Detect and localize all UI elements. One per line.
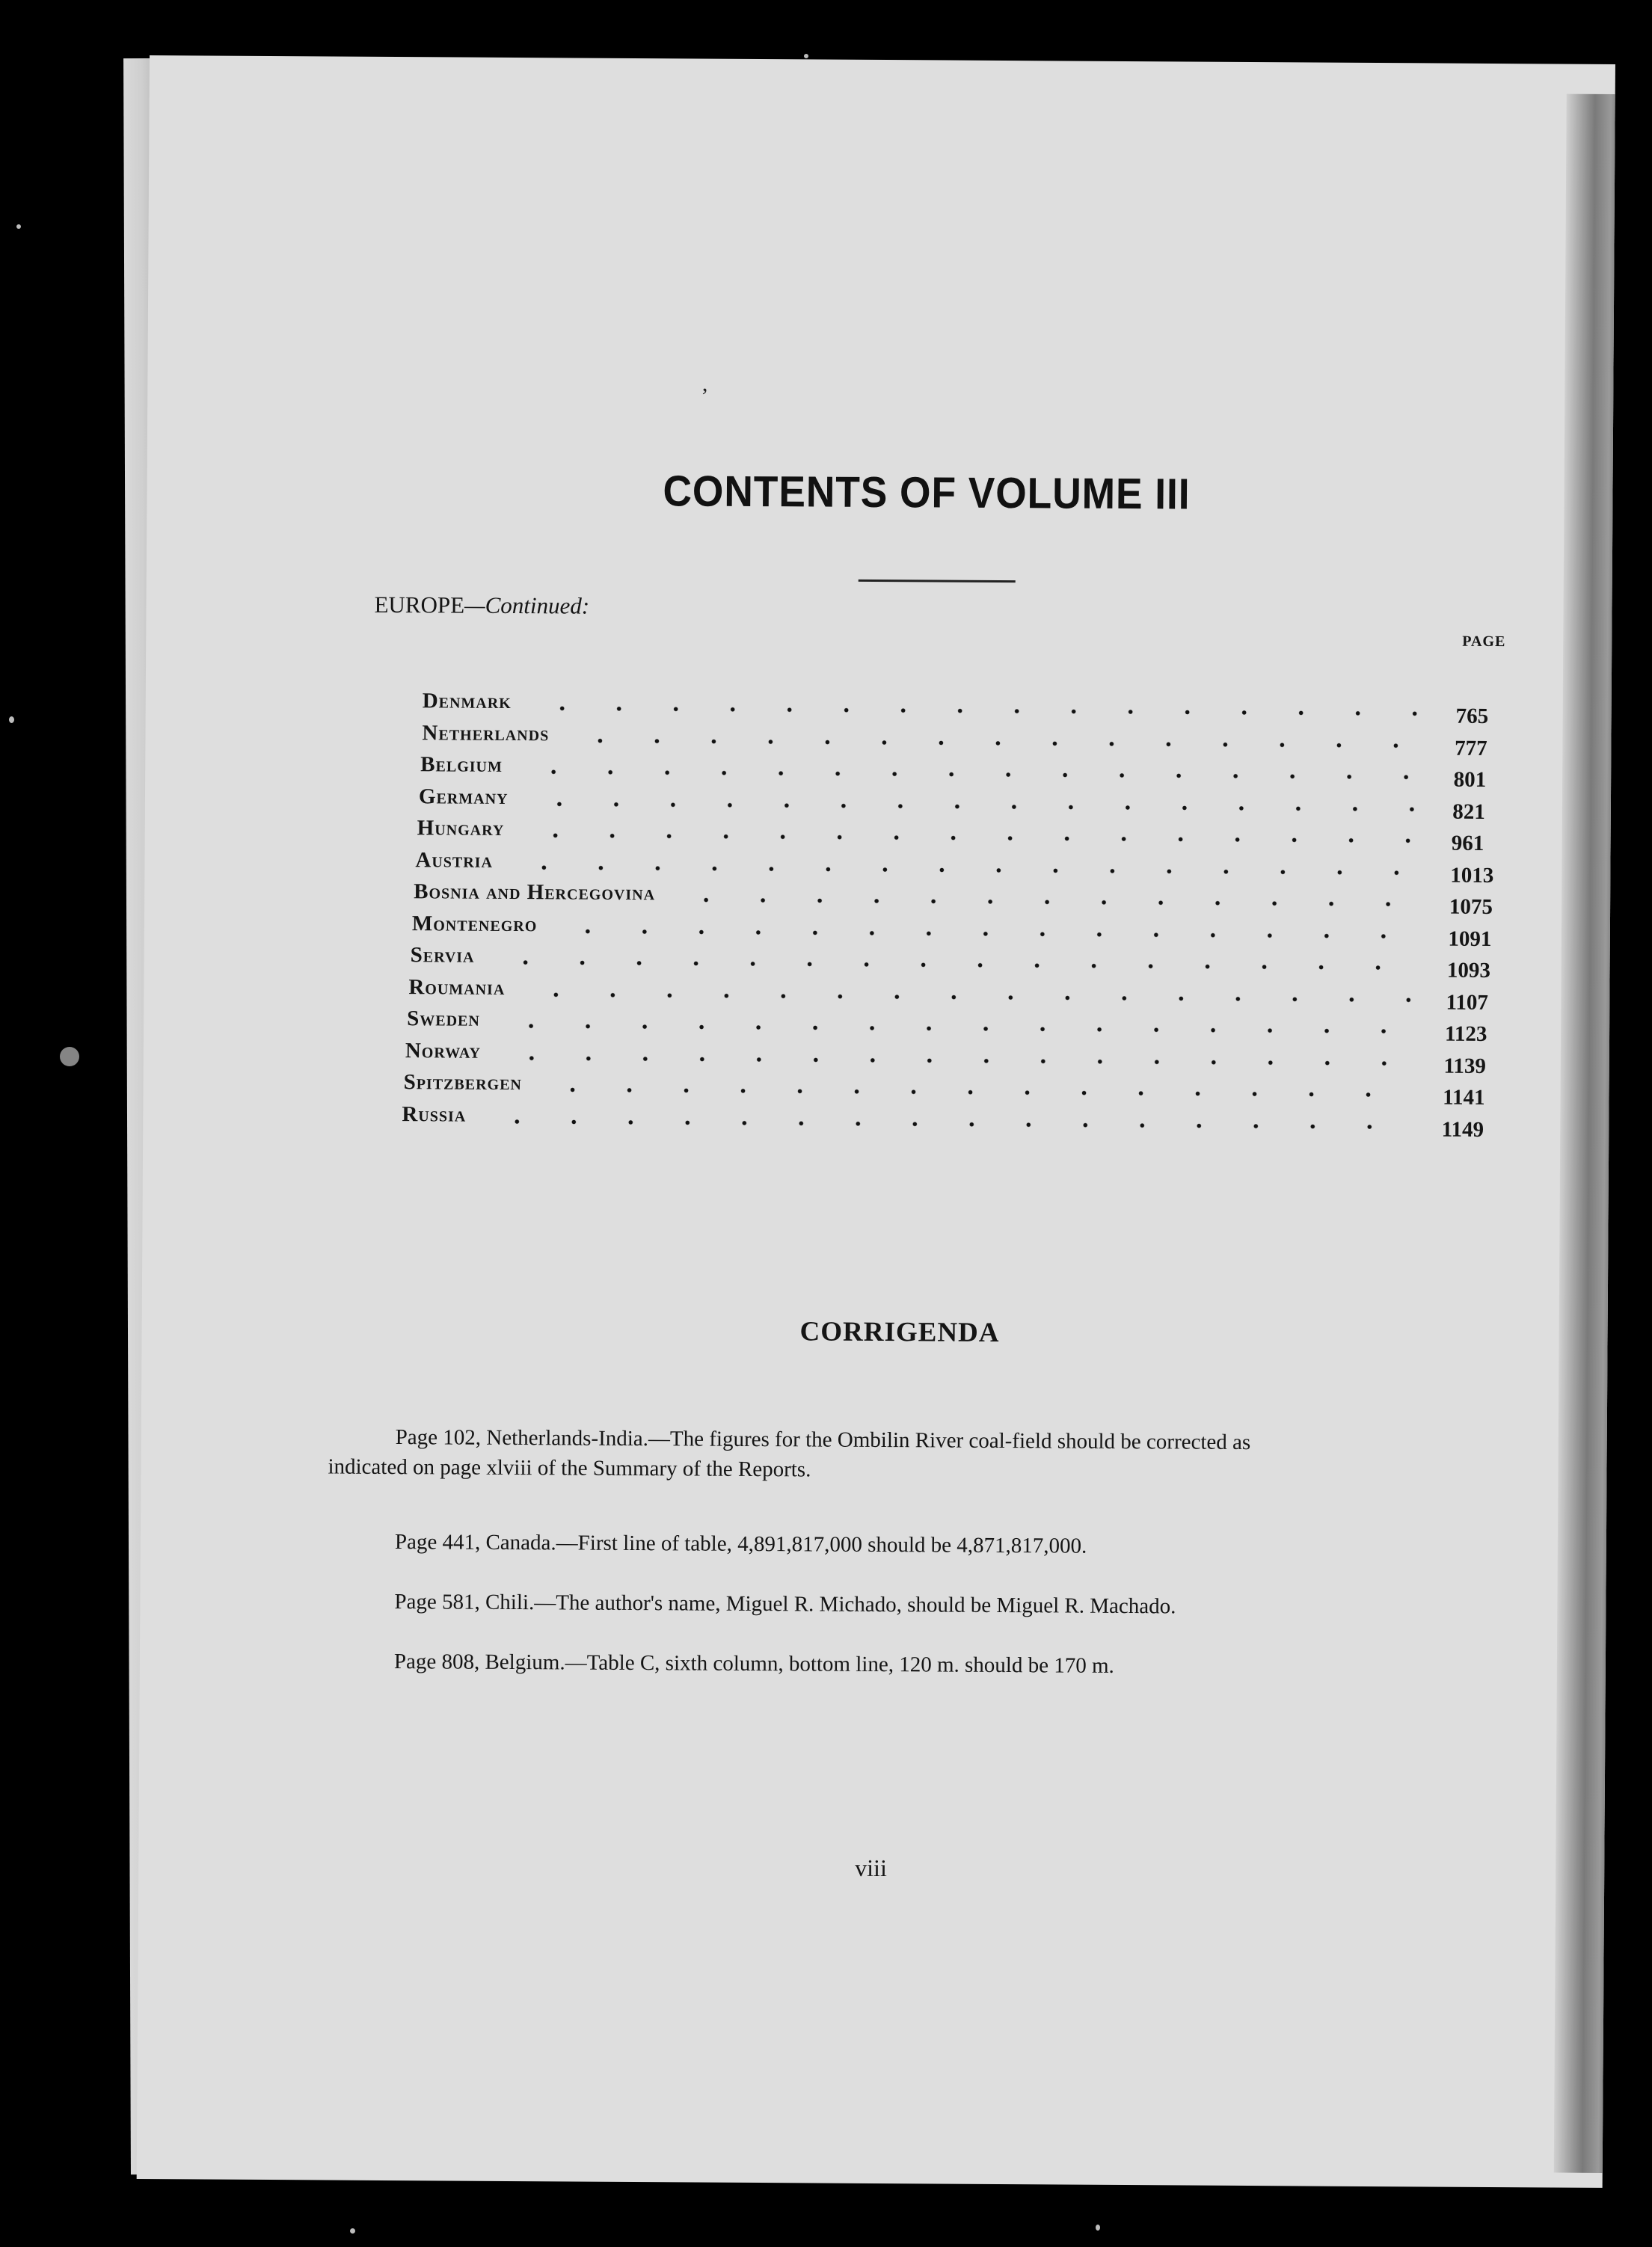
dot-leader	[559, 928, 1426, 939]
section-suffix: —Continued:	[464, 591, 590, 619]
dot-leader	[527, 992, 1423, 1003]
toc-entry-name: Sweden	[407, 1006, 480, 1031]
toc-entry-name: Netherlands	[422, 720, 550, 746]
toc-entry-name: Russia	[402, 1101, 467, 1127]
toc-entry-page: 961	[1451, 831, 1484, 855]
page-column-heading: PAGE	[1462, 633, 1506, 651]
dot-leader	[544, 1086, 1421, 1098]
corrigenda-title: CORRIGENDA	[799, 1316, 1000, 1348]
dot-leader	[525, 769, 1431, 780]
toc-entry-name: Austria	[415, 847, 494, 873]
dot-leader	[678, 897, 1427, 907]
page-number: viii	[855, 1854, 888, 1882]
title-rule	[859, 580, 1016, 583]
toc-entry-page: 777	[1455, 736, 1487, 760]
toc-entry-page: 1139	[1443, 1054, 1487, 1078]
toc-entry-page: 1149	[1441, 1117, 1484, 1142]
dot-leader	[531, 801, 1430, 812]
corrigenda-entry: Page 441, Canada.—First line of table, 4,891,817,000 should be 4,871,817,000.	[394, 1530, 1087, 1558]
dot-leader	[527, 832, 1429, 843]
toc-entry-name: Roumania	[408, 974, 506, 1000]
dot-leader	[515, 864, 1428, 876]
toc-entry-page: 765	[1455, 704, 1489, 728]
toc-entry-page: 1091	[1448, 926, 1492, 951]
dot-leader	[571, 737, 1432, 749]
toc-entry-page: 1123	[1444, 1021, 1487, 1046]
toc-entry-name: Hungary	[417, 816, 505, 840]
dot-leader	[503, 1023, 1422, 1035]
stray-mark: ʼ	[701, 384, 709, 409]
toc-entry-page: 1107	[1446, 990, 1489, 1015]
dot-leader	[497, 959, 1425, 971]
book-gutter-shadow	[1554, 94, 1615, 2173]
toc-entry-name: Montenegro	[411, 911, 538, 936]
corrigenda-entry-continuation: indicated on page xlviii of the Summary of the Reports.	[328, 1454, 811, 1482]
toc-entry-page: 1141	[1443, 1085, 1485, 1110]
corrigenda-entry: Page 102, Netherlands-India.—The figures for the Ombilin River coal-field should be corrected as	[395, 1425, 1251, 1455]
toc-entry-page: 1093	[1446, 958, 1491, 983]
toc-entry-name: Denmark	[422, 689, 512, 713]
toc-entry-name: Norway	[405, 1038, 482, 1063]
corrigenda-entry: Page 808, Belgium.—Table C, sixth column, bottom line, 120 m. should be 170 m.	[393, 1650, 1114, 1678]
toc-entry-name: Servia	[410, 943, 475, 968]
corrigenda-entry: Page 581, Chili.—The author's name, Miguel R. Michado, should be Miguel R. Machado.	[394, 1590, 1176, 1619]
dot-leader	[534, 705, 1434, 716]
toc-entry-page: 821	[1452, 799, 1485, 824]
toc-entry-name: Germany	[418, 784, 509, 809]
dot-leader	[503, 1054, 1422, 1066]
toc-entry-name: Spitzbergen	[403, 1070, 523, 1095]
toc-entry-page: 1013	[1450, 863, 1494, 888]
book-page	[137, 55, 1615, 2188]
section-heading	[374, 591, 589, 620]
dot-leader	[488, 1118, 1419, 1130]
section-label: EUROPE	[374, 591, 465, 618]
toc-entry-page: 1075	[1449, 894, 1493, 920]
toc-entry-name: Belgium	[420, 752, 503, 777]
toc-entry-page: 801	[1453, 767, 1487, 792]
toc-entry-name: Bosnia and Hercegovina	[414, 879, 656, 906]
page-title: CONTENTS OF VOLUME III	[663, 467, 1191, 519]
